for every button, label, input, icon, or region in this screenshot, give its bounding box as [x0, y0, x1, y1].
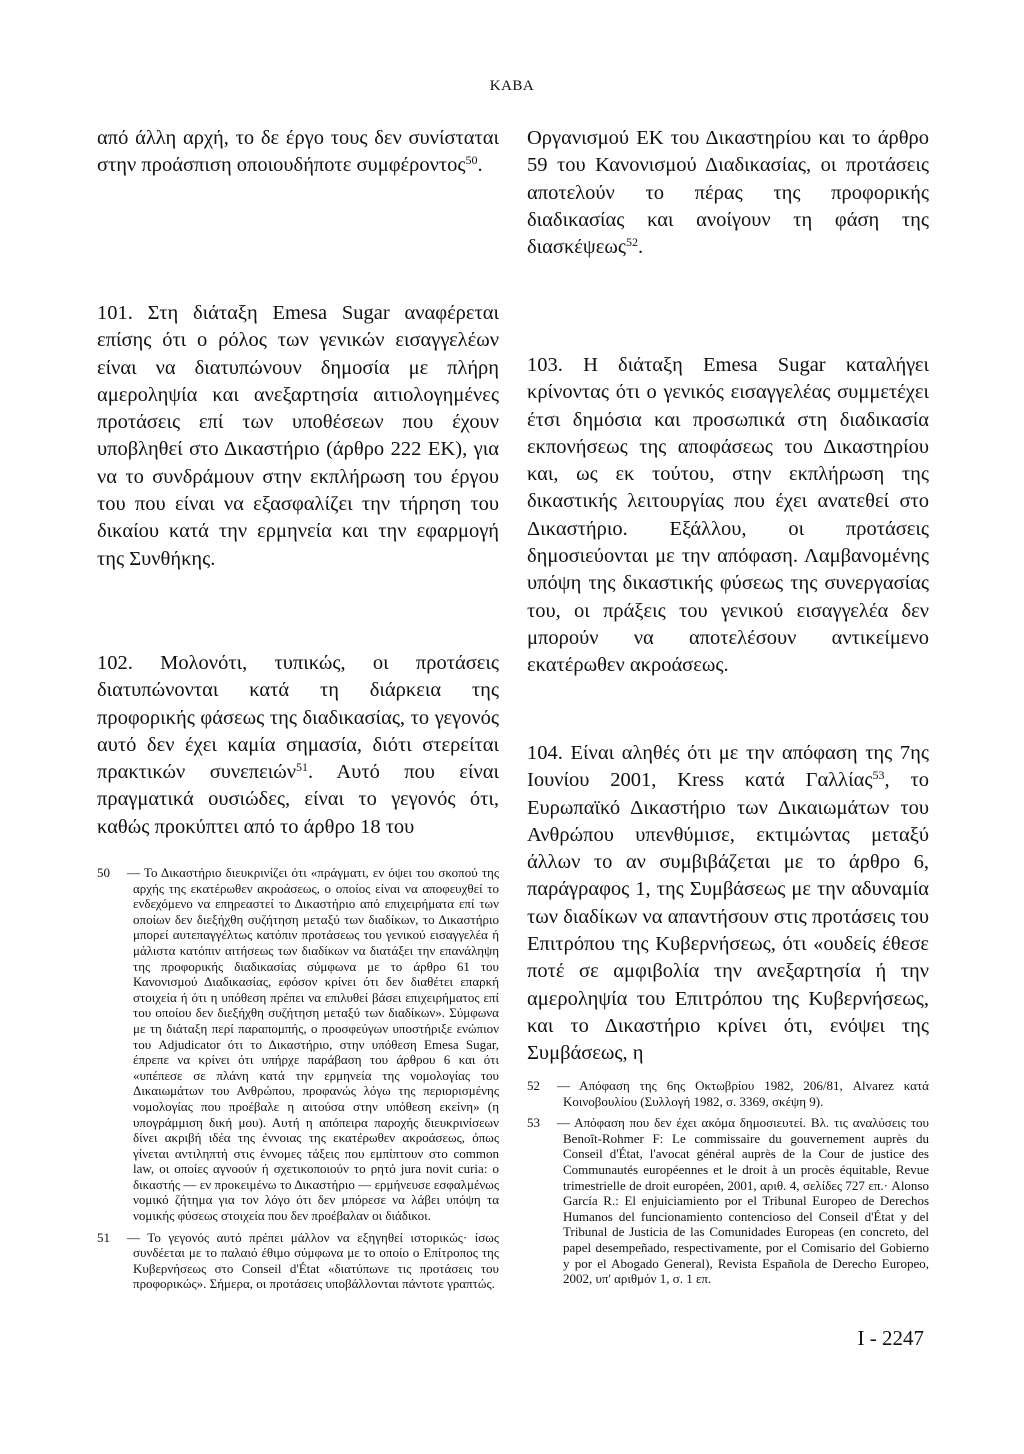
footnote-text: — Το γεγονός αυτό πρέπει μάλλον να εξηγηθεί ιστορικώς· ίσως συνδέεται με το παλαιό έθιμο σύμφωνα με το οποίο ο Επίτροπος της Κυβερνήσεως στο Conseil d'État «διατύπωνε τις προτάσεις του προφορικώς». Σήμερα, οι προτάσεις υποβάλλονται πάντοτε γραπτώς. — [127, 1229, 499, 1292]
footnote-text: — Το Δικαστήριο διευκρινίζει ότι «πράγματι, εν όψει του σκοπού της αρχής της εκατέρωθεν ακροάσεως, ο οποίος είναι να αποφευχθεί το ενδεχόμενο να επηρεαστεί το Δικαστήριο από επιχειρήματα επί των οποίων δεν διεξήχθη συζήτηση μεταξύ των διαδίκων, το Δικαστήριο μπορεί αυτεπαγγέλτως κατόπιν προτάσεως του γενικού εισαγγελέα ή μάλιστα κατόπιν αιτήσεως των διαδίκων να διατάξει την επανάληψη της προφορικής διαδικασίας σύμφωνα με το άρθρο 61 του Κανονισμού Διαδικασίας, εφόσον κρίνει ότι δεν διαθέτει επαρκή στοιχεία ή ότι η υπόθεση πρέπει να επιλυθεί βάσει επιχειρήματος επί του οποίου δεν διεξήχθη συζήτηση μεταξύ των διαδίκων». Σύμφωνα με τη διάταξη περί παραπομπής, ο προσφεύγων υποστήριξε ενώπιον του Adjudicator ότι το Δικαστήριο, στην υπόθεση Emesa Sugar, έπρεπε να κρίνει ότι υπήρχε παράβαση του άρθρου 6 και ότι «υπέπεσε σε πλάνη κατά την ερμηνεία της νομολογίας του Δικαιωμάτων του Ανθρώπου, προφανώς λόγω της περιορισμένης νομολογίας που προέβαλε η αιτούσα στην υπόθεση εκείνη» (η υπογράμμιση δική μου). Αυτή η απόπειρα παροχής διευκρινίσεων δίνει ακριβή ιδέα της έννοιας της εκατέρωθεν ακροάσεως, όπως γίνεται αντιληπτή στις έννομες τάξεις που εμπίπτουν στο common law, οι οποίες αγνοούν ή σχετικοποιούν το ρητό jura novit curia: ο δικαστής — εν προκειμένω το Δικαστήριο — ερμήνευσε εσφαλμένως νομικό ζήτημα για τον λόγο ότι δεν μπόρεσε να λάβει υπόψη τα νομικής φύσεως στοιχεία που δεν προέβαλαν οι διάδικοι. — [127, 865, 499, 1224]
right-continuation: Οργανισμού ΕΚ του Δικαστηρίου και το άρθρο 59 του Κανονισμού Διαδικασίας, οι προτάσεις αποτελούν το πέρας της προφορικής διαδικασίας και ανοίγουν τη φάση της διασκέψεως$^{52}$. — [527, 127, 929, 259]
page-number: I - 2247 — [857, 1326, 924, 1350]
paragraph-102 — [97, 650, 499, 841]
footnote-50 — [97, 865, 499, 1224]
paragraph-number: 104. — [527, 742, 563, 764]
footnote-text: — Απόφαση της 6ης Οκτωβρίου 1982, 206/81, Alvarez κατά Κοινοβουλίου (Συλλογή 1982, σ. 3369, σκέψη 9). — [557, 1078, 929, 1109]
running-header: KABA — [489, 78, 535, 94]
footnote-51 — [97, 1230, 499, 1292]
paragraph-text-cont: , το Ευρωπαϊκό Δικαστήριο των Δικαιωμάτων του Ανθρώπου υπενθύμισε, εκτιμώντας μεταξύ άλλων το αν συμβιβάζεται με το άρθρο 6, παράγραφος 1, της Συμβάσεως με την αδυναμία των διαδίκων να απαντήσουν στις προτάσεις του Επιτρόπου της Κυβερνήσεως, ότι «ουδείς έθεσε ποτέ σε αμφιβολία την ανεξαρτησία ή την αμεροληψία του Επιτρόπου της Κυβερνήσεως, και το Δικαστήριο κρίνει ότι, ενόψει της Συμβάσεως, η — [527, 769, 930, 1065]
footnote-ref-53[interactable]: 53 — [872, 768, 885, 783]
paragraph-text: Μολονότι, τυπικώς, οι προτάσεις διατυπώνονται κατά τη διάρκεια της προφορικής φάσεως της διαδικασίας, το γεγονός αυτό δεν έχει καμία σημασία, διότι στερείται πρακτικών συνεπειών — [97, 652, 499, 784]
footnote-ref-52[interactable]: 52 — [625, 235, 638, 250]
footnote-53 — [527, 1115, 929, 1287]
paragraph-104 — [527, 740, 929, 1068]
left-continuation: από άλλη αρχή, το δε έργο τους δεν συνίσταται στην προάσπιση οποιουδήποτε συμφέροντος$^{50}$. — [97, 127, 499, 177]
paragraph-101 — [97, 300, 499, 573]
paragraph-number: 101. — [97, 302, 133, 324]
paragraph-text: Είναι αληθές ότι με την απόφαση της 7ης Ιουνίου 2001, Kress κατά Γαλλίας — [527, 742, 929, 792]
paragraph-number: 102. — [97, 652, 133, 674]
footnote-number: 52 — [527, 1078, 540, 1093]
footnote-number: 50 — [97, 865, 110, 880]
paragraph-text: Η διάταξη Emesa Sugar καταλήγει κρίνοντας ότι ο γενικός εισαγγελέας συμμετέχει έτσι δημόσια και προσωπικά στη διαδικασία εκπονήσεως της αποφάσεως του Δικαστηρίου και, ως εκ τούτου, στην εκπλήρωση της δικαστικής λειτουργίας που έχει ανατεθεί στο Δικαστήριο. Εξάλλου, οι προτάσεις δημοσιεύονται με την απόφαση. Λαμβανομένης υπόψη της δικαστικής φύσεως της συνεργασίας του, οι πράξεις του γενικού εισαγγελέα δεν μπορούν να αποτελέσουν αντικείμενο εκατέρωθεν ακροάσεως. — [527, 354, 929, 677]
paragraph-text-cont: . Αυτό που είναι πραγματικά ουσιώδες, είναι το γεγονός ότι, καθώς προκύπτει από το άρθρο 18 του — [97, 761, 499, 838]
left-footnotes — [97, 865, 499, 1298]
right-footnotes — [527, 1078, 929, 1293]
footnote-number: 51 — [97, 1229, 110, 1245]
paragraph-text: Στη διάταξη Emesa Sugar αναφέρεται επίσης ότι ο ρόλος των γενικών εισαγγελέων είναι να διατυπώνουν δημοσία με πλήρη αμεροληψία και ανεξαρτησία αιτιολογημένες προτάσεις επί των υποθέσεων που έχουν υποβληθεί στο Δικαστήριο (άρθρο 222 ΕΚ), για να το συνδράμουν στην εκπλήρωση του έργου του που είναι να εξασφαλίζει την τήρηση του δικαίου κατά την ερμηνεία και την εφαρμογή της Συνθήκης. — [97, 302, 500, 570]
continuation-text: Οργανισμού ΕΚ του Δικαστηρίου και το άρθρο 59 του Κανονισμού Διαδικασίας, οι προτάσεις αποτελούν το πέρας της προφορικής διαδικασίας και ανοίγουν τη φάση της διασκέψεως — [527, 127, 929, 259]
footnote-ref-50[interactable]: 50 — [465, 153, 478, 168]
footnote-number: 53 — [527, 1115, 540, 1131]
continuation-text: από άλλη αρχή, το δε έργο τους δεν συνίσταται στην προάσπιση οποιουδήποτε συμφέροντος — [97, 127, 499, 177]
footnote-ref-51[interactable]: 51 — [296, 760, 309, 775]
paragraph-103 — [527, 352, 929, 680]
paragraph-number: 103. — [527, 354, 563, 376]
footnote-text: — Απόφαση που δεν έχει ακόμα δημοσιευτεί. Βλ. τις αναλύσεις του Benoît-Rohmer F: Le commissaire du gouvernement auprès du Conseil d'État, l'avocat général auprès de la Cour de justice des Communautés européennes et le droit à un procès équitable, Revue trimestrielle de droit européen, 2001, αριθ. 4, σελίδες 727 επ.· Alonso García R.: El enjuiciamiento por el Tribunal Europeo de Derechos Humanos del funcionamiento contencioso del Conseil d'État y del Tribunal de Justicia de las Comunidades Europeas (en concreto, del papel desempeñado, respectivamente, por el Comisario del Gobierno y por el Abogado General), Revista Española de Derecho Europeo, 2002, υπ' αριθμόν 1, σ. 1 επ. — [557, 1115, 929, 1287]
footnote-52 — [527, 1078, 929, 1109]
